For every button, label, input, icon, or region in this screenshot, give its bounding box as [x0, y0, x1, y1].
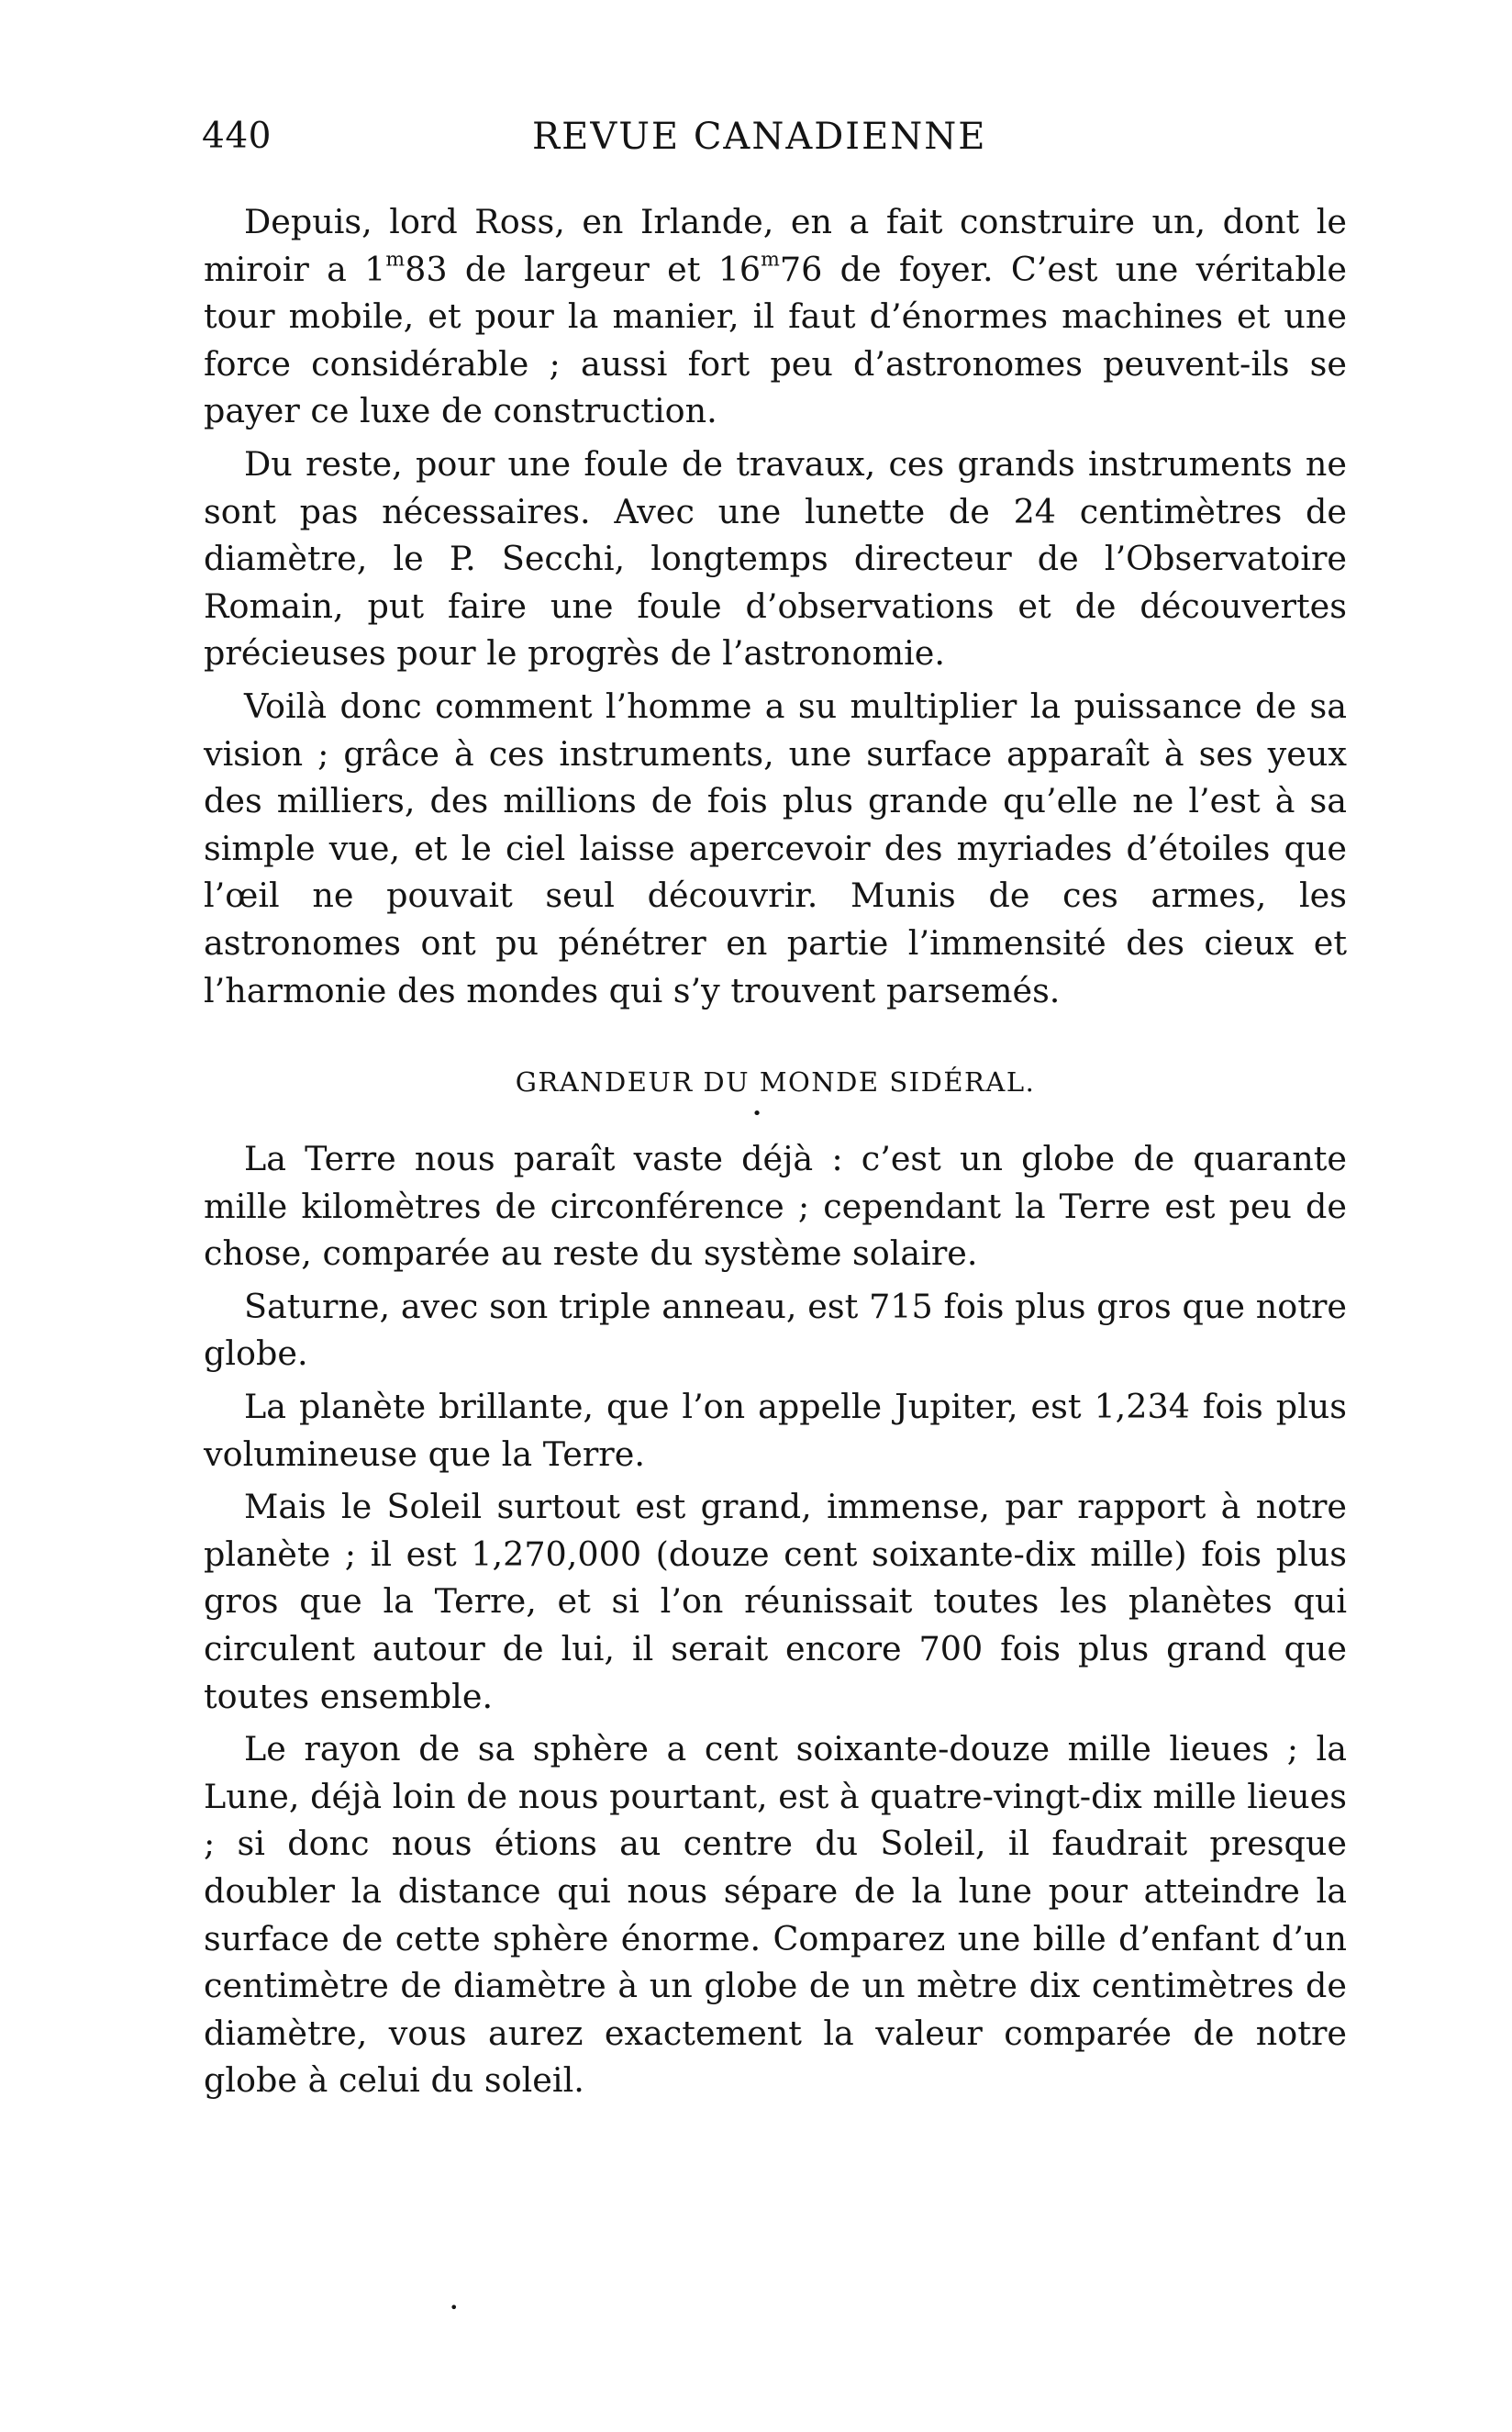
paragraph-text: 76 de foyer. C’est une véritable tour mobile, et pour la manier, il faut d’énormes machines et une force considérable ; aussi fort peu d’astronomes peuvent-ils se payer ce luxe de construction.	[204, 249, 1347, 431]
paragraph-lord-ross-telescope	[204, 198, 1347, 435]
paragraph-sun-radius: Le rayon de sa sphère a cent soixante-douze mille lieues ; la Lune, déjà loin de nous pourtant, est à quatre-vingt-dix mille lieues ; si donc nous étions au centre du Soleil, il faudrait presque doubler la distance qui nous sépare de la lune pour atteindre la surface de cette sphère énorme. Comparez une bille d’enfant d’un centimètre de diamètre à un globe de un mètre dix centimètres de diamètre, vous aurez exactement la valeur comparée de notre globe à celui du soleil.	[204, 1729, 1347, 2101]
paragraph-saturn: Saturne, avec son triple anneau, est 715 fois plus gros que notre globe.	[204, 1286, 1347, 1374]
running-head	[202, 116, 1344, 171]
page-number: 440	[202, 116, 272, 157]
section-heading: GRANDEUR DU MONDE SIDÉRAL.	[515, 1066, 1036, 1099]
journal-title: REVUE CANADIENNE	[532, 116, 987, 158]
unit-superscript: m	[761, 248, 780, 272]
paragraph-earth: La Terre nous paraît vaste déjà : c’est un globe de quarante mille kilomètres de circonférence ; cependant la Terre est peu de chose, comparée au reste du système solaire.	[204, 1139, 1347, 1274]
paragraph-multiplied-vision: Voilà donc comment l’homme a su multiplier la puissance de sa vision ; grâce à ces instruments, une surface apparaît à ses yeux des milliers, des millions de fois plus grande qu’elle ne l’est à sa simple vue, et le ciel laisse apercevoir des myriades d’étoiles que l’œil ne pouvait seul découvrir. Munis de ces armes, les astronomes ont pu pénétrer en partie l’immensité des cieux et l’harmonie des mondes qui s’y trouvent parsemés.	[204, 686, 1347, 1010]
paragraph-text: Depuis, lord Ross, en Irlande, en a fait construire un, dont le miroir a 1	[204, 202, 1347, 289]
unit-superscript: m	[385, 248, 406, 272]
body-text	[204, 198, 1347, 2110]
paragraph-text: 83 de largeur et 16	[405, 249, 762, 289]
paragraph-sun-size: Mais le Soleil surtout est grand, immense, par rapport à notre planète ; il est 1,270,000 (douze cent soixante-dix mille) fois plus gros que la Terre, et si l’on réunissait toutes les planètes qui circulent autour de lui, il serait encore 700 fois plus grand que toutes ensemble.	[204, 1487, 1347, 1716]
paragraph-jupiter: La planète brillante, que l’on appelle Jupiter, est 1,234 fois plus volumineuse que la Terre.	[204, 1387, 1347, 1474]
bottom-ornament: •	[450, 2299, 459, 2316]
paragraph-secchi: Du reste, pour une foule de travaux, ces grands instruments ne sont pas nécessaires. Avec une lunette de 24 centimètres de diamètre, le P. Secchi, longtemps directeur de l’Observatoire Romain, put faire une foule d’observations et de découvertes précieuses pour le progrès de l’astronomie.	[204, 443, 1347, 674]
heading-ornament: •	[751, 1104, 762, 1124]
